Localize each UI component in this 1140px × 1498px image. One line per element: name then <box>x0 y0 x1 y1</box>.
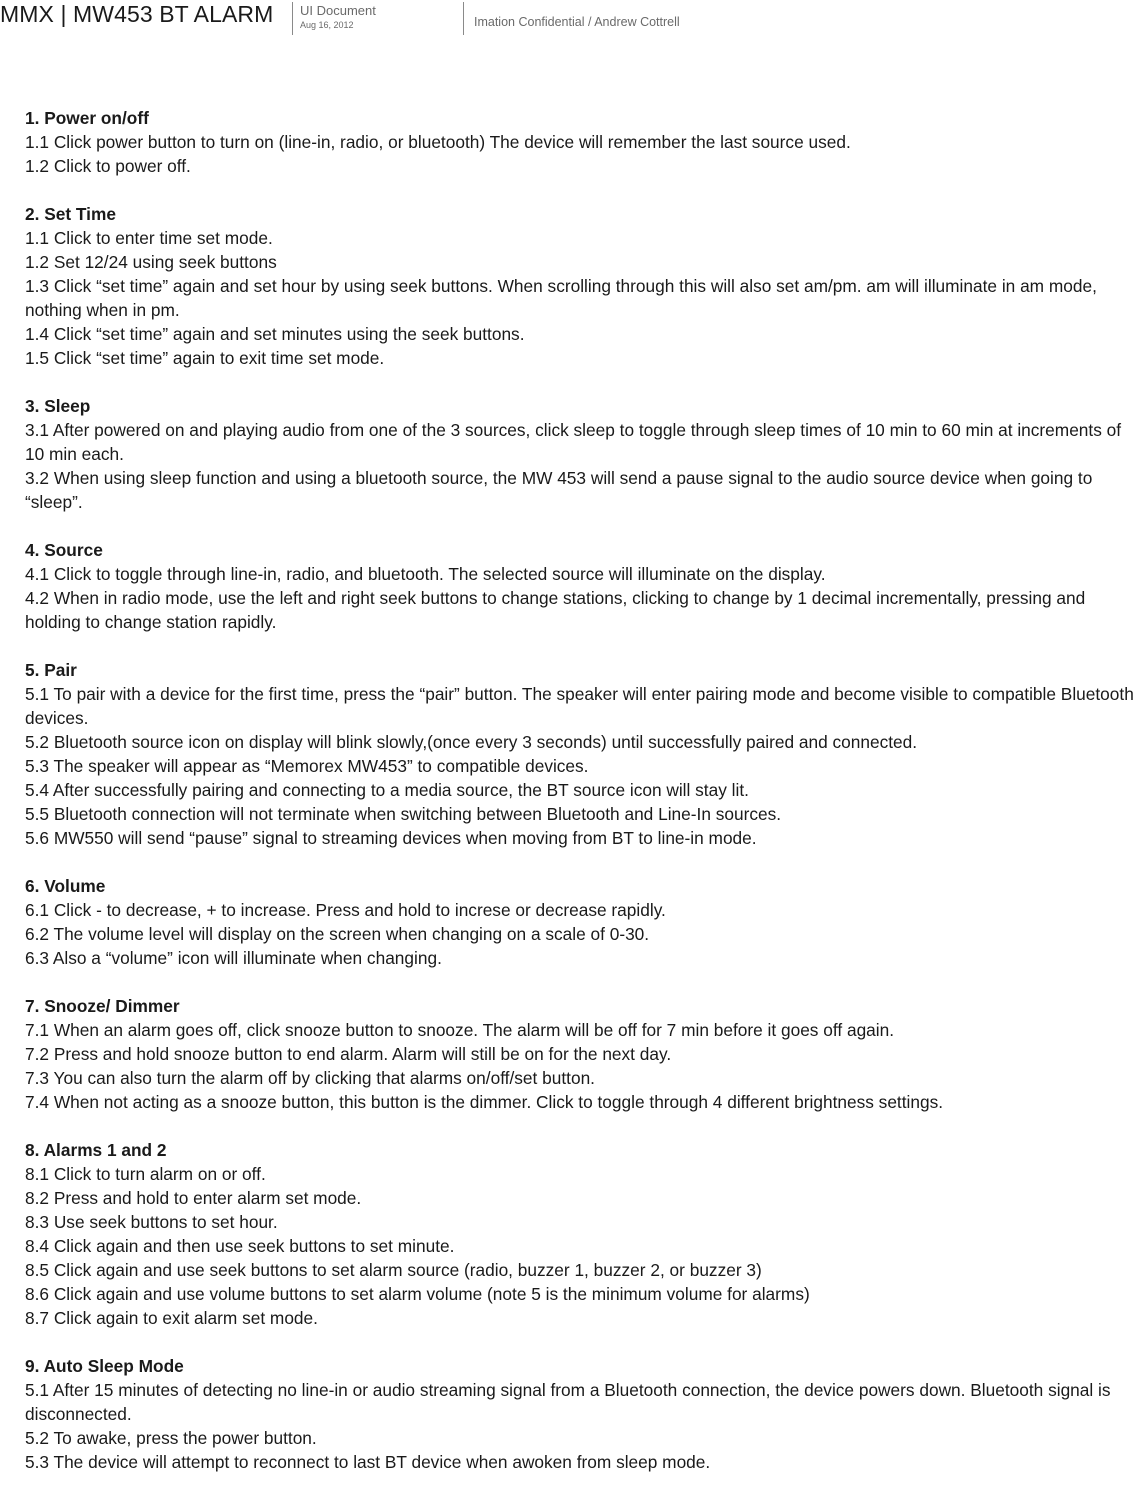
section-item: 8.4 Click again and then use seek buttons to set minute. <box>25 1236 455 1256</box>
section-item: 8.1 Click to turn alarm on or off. <box>25 1164 266 1184</box>
section-item: 5.1 To pair with a device for the first time, press the “pair” button. The speaker will enter pairing mode and become visible to compatible Bluetooth devices. <box>25 684 1134 728</box>
section-item: 7.1 When an alarm goes off, click snooze button to snooze. The alarm will be off for 7 min before it goes off again. <box>25 1020 895 1040</box>
section-title: 2. Set Time <box>25 204 116 224</box>
section-item: 8.5 Click again and use seek buttons to set alarm source (radio, buzzer 1, buzzer 2, or buzzer 3) <box>25 1260 762 1280</box>
section-item: 3.2 When using sleep function and using a bluetooth source, the MW 453 will send a pause signal to the audio source device when going to “sleep”. <box>25 468 1093 512</box>
document-body <box>25 106 1140 1498</box>
section-item: 6.1 Click - to decrease, + to increase. Press and hold to increse or decrease rapidly. <box>25 900 666 920</box>
section-item: 7.3 You can also turn the alarm off by clicking that alarms on/off/set button. <box>25 1068 595 1088</box>
section-item: 3.1 After powered on and playing audio from one of the 3 sources, click sleep to toggle through sleep times of 10 min to 60 min at increments of 10 min each. <box>25 420 1122 464</box>
section-title: 9. Auto Sleep Mode <box>25 1356 184 1376</box>
section-title: 8. Alarms 1 and 2 <box>25 1140 167 1160</box>
section-power <box>25 106 1140 178</box>
header-divider <box>463 2 464 35</box>
section-title: 4. Source <box>25 540 103 560</box>
section-item: 1.1 Click to enter time set mode. <box>25 228 273 248</box>
section-item: 5.4 After successfully pairing and connecting to a media source, the BT source icon will stay lit. <box>25 780 749 800</box>
section-title: 3. Sleep <box>25 396 91 416</box>
section-item: 5.2 Bluetooth source icon on display will blink slowly,(once every 3 seconds) until successfully paired and connected. <box>25 732 918 752</box>
header-divider <box>292 2 293 35</box>
section-pair <box>25 658 1140 850</box>
section-item: 5.5 Bluetooth connection will not terminate when switching between Bluetooth and Line-In sources. <box>25 804 782 824</box>
document-title: MMX | MW453 BT ALARM <box>0 1 274 27</box>
section-alarms <box>25 1138 1140 1330</box>
section-title: 6. Volume <box>25 876 106 896</box>
section-item: 6.2 The volume level will display on the screen when changing on a scale of 0-30. <box>25 924 650 944</box>
section-item: 1.2 Set 12/24 using seek buttons <box>25 252 277 272</box>
section-item: 1.2 Click to power off. <box>25 156 191 176</box>
section-item: 8.6 Click again and use volume buttons to set alarm volume (note 5 is the minimum volume for alarms) <box>25 1284 810 1304</box>
section-title: 5. Pair <box>25 660 77 680</box>
section-item: 6.3 Also a “volume” icon will illuminate when changing. <box>25 948 442 968</box>
section-title: 1. Power on/off <box>25 108 149 128</box>
section-item: 8.7 Click again to exit alarm set mode. <box>25 1308 318 1328</box>
section-item: 1.3 Click “set time” again and set hour by using seek buttons. When scrolling through this will also set am/pm. am will illuminate in am mode, nothing when in pm. <box>25 276 1097 320</box>
section-title: 7. Snooze/ Dimmer <box>25 996 180 1016</box>
section-item: 5.3 The speaker will appear as “Memorex MW453” to compatible devices. <box>25 756 589 776</box>
section-item: 7.2 Press and hold snooze button to end alarm. Alarm will still be on for the next day. <box>25 1044 672 1064</box>
section-item: 4.1 Click to toggle through line-in, radio, and bluetooth. The selected source will illuminate on the display. <box>25 564 826 584</box>
section-item: 8.2 Press and hold to enter alarm set mode. <box>25 1188 362 1208</box>
section-item: 5.2 To awake, press the power button. <box>25 1428 317 1448</box>
section-item: 4.2 When in radio mode, use the left and right seek buttons to change stations, clicking to change by 1 decimal incrementally, pressing and holding to change station rapidly. <box>25 588 1086 632</box>
confidentiality-note: Imation Confidential / Andrew Cottrell <box>474 15 680 29</box>
document-date: Aug 16, 2012 <box>300 20 354 30</box>
section-source <box>25 538 1140 634</box>
section-item: 1.1 Click power button to turn on (line-in, radio, or bluetooth) The device will remember the last source used. <box>25 132 851 152</box>
section-auto-sleep <box>25 1354 1140 1474</box>
section-set-time <box>25 202 1140 370</box>
section-item: 5.1 After 15 minutes of detecting no line-in or audio streaming signal from a Bluetooth connection, the device powers down. Bluetooth signal is disconnected. <box>25 1380 1111 1424</box>
section-item: 5.3 The device will attempt to reconnect to last BT device when awoken from sleep mode. <box>25 1452 711 1472</box>
section-item: 7.4 When not acting as a snooze button, this button is the dimmer. Click to toggle through 4 different brightness settings. <box>25 1092 944 1112</box>
section-item: 5.6 MW550 will send “pause” signal to streaming devices when moving from BT to line-in mode. <box>25 828 757 848</box>
section-item: 8.3 Use seek buttons to set hour. <box>25 1212 278 1232</box>
document-type: UI Document <box>300 3 376 18</box>
section-item: 1.4 Click “set time” again and set minutes using the seek buttons. <box>25 324 525 344</box>
section-volume <box>25 874 1140 970</box>
section-snooze-dimmer <box>25 994 1140 1114</box>
document-header <box>0 0 1140 40</box>
section-sleep <box>25 394 1140 514</box>
section-item: 1.5 Click “set time” again to exit time set mode. <box>25 348 385 368</box>
